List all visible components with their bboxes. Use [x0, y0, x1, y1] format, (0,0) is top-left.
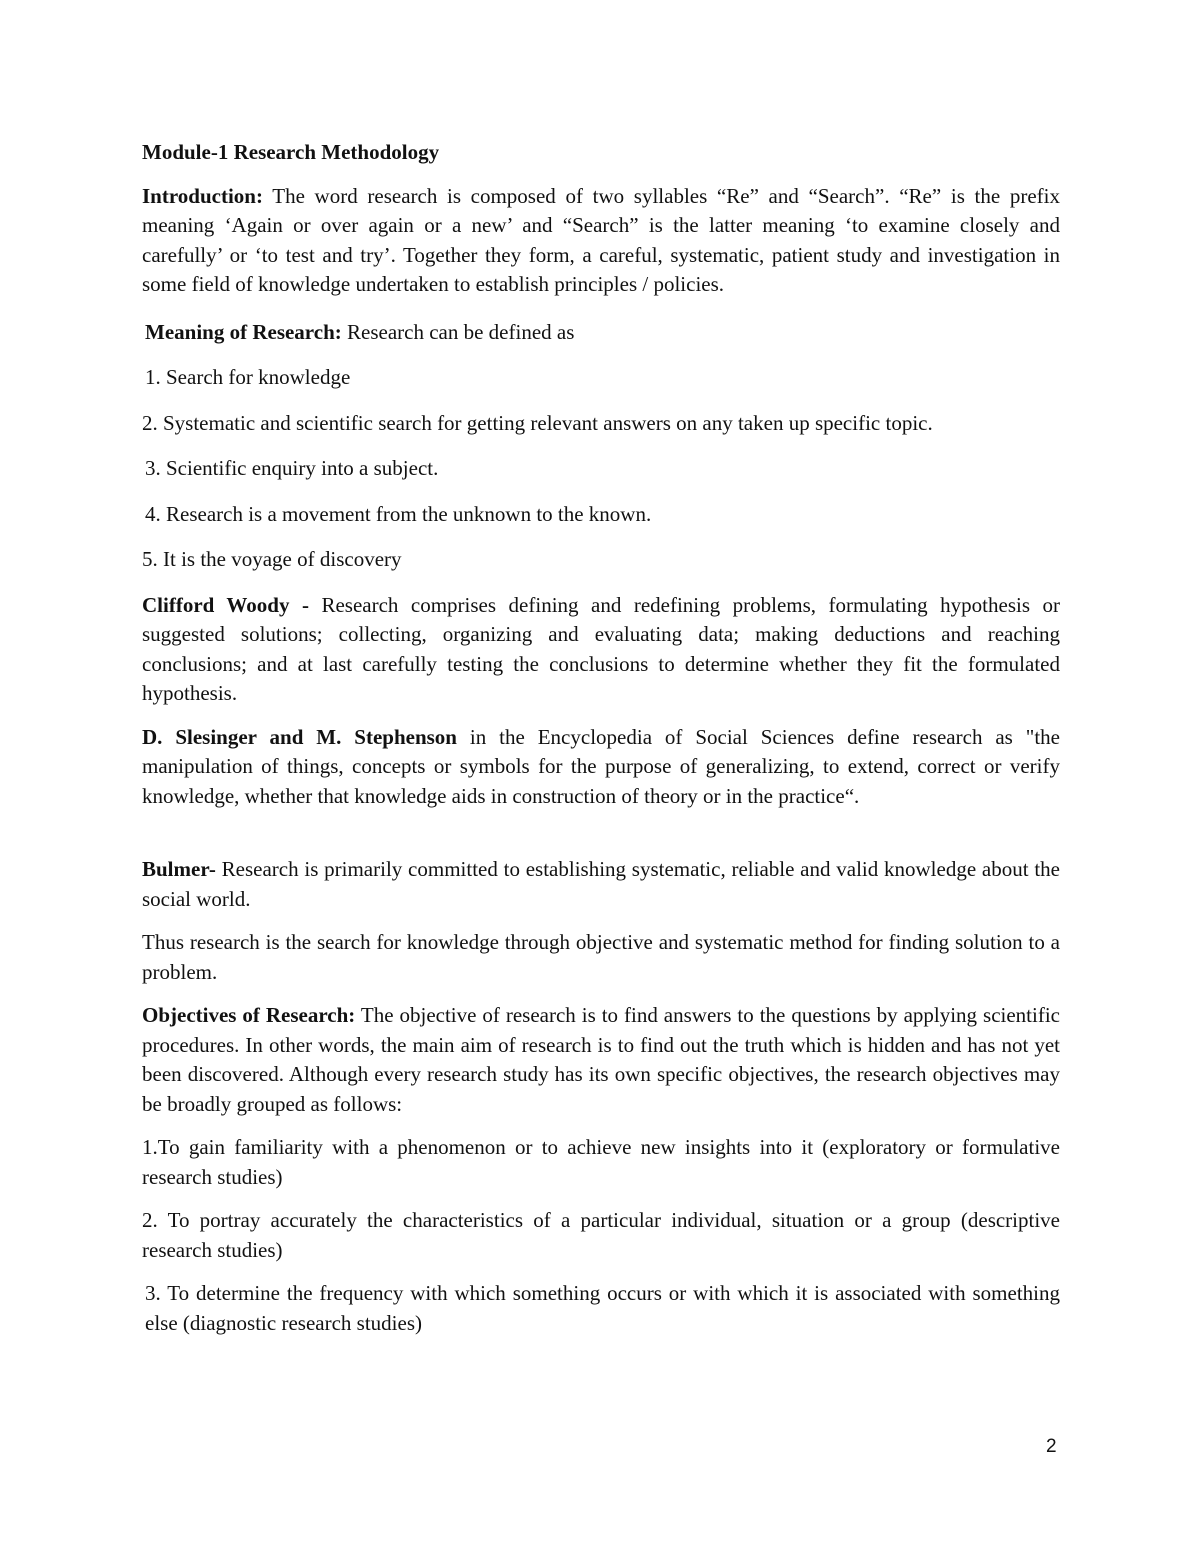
introduction-paragraph — [142, 182, 1060, 300]
page-number: 2 — [1046, 1436, 1057, 1457]
meaning-item-5: 5. It is the voyage of discovery — [142, 547, 402, 571]
clifford-woody-label: Clifford Woody - — [142, 592, 309, 617]
meaning-item-4: 4. Research is a movement from the unknown to the known. — [145, 501, 652, 526]
clifford-woody-text: Research comprises defining and redefining problems, formulating hypothesis or suggested solutions; collecting, organizing and evaluating data; making deductions and reaching conclusions; and at last carefully testing the conclusions to determine whether they fit the formulated hypothesis. — [142, 592, 1060, 705]
meaning-item-3: 3. Scientific enquiry into a subject. — [145, 456, 439, 480]
document-title: Module-1 Research Methodology — [142, 140, 440, 164]
introduction-label: Introduction: — [142, 183, 263, 208]
meaning-item-1: 1. Search for knowledge — [145, 365, 351, 389]
introduction-text: The word research is composed of two syllables “Re” and “Search”. “Re” is the prefix meaning ‘Again or over again or a new’ and “Search” is the latter meaning ‘to examine closely and carefully’ or ‘to test and try’. Together they form, a careful, systematic, patient study and investigation in some field of knowledge undertaken to establish principles / policies. — [142, 183, 1060, 296]
bulmer-text: Research is primarily committed to establishing systematic, reliable and valid knowledge about the social world. — [142, 857, 1060, 911]
meaning-text: Research can be defined as — [341, 319, 575, 344]
slesinger-stephenson-text: in the Encyclopedia of Social Sciences define research as "the manipulation of things, concepts or symbols for the purpose of generalizing, to extend, correct or verify knowledge, whether that knowledge aids in construction of theory or in the practice“. — [142, 724, 1060, 808]
thus-paragraph: Thus research is the search for knowledge through objective and systematic method for finding solution to a problem. — [142, 930, 1060, 984]
slesinger-stephenson-paragraph — [142, 723, 1060, 812]
bulmer-label: Bulmer- — [142, 857, 216, 881]
clifford-woody-paragraph — [142, 591, 1060, 709]
bulmer-paragraph — [142, 855, 1060, 914]
document-page — [142, 138, 1060, 1352]
slesinger-stephenson-label: D. Slesinger and M. Stephenson — [142, 724, 457, 749]
objectives-text: The objective of research is to find answers to the questions by applying scientific procedures. In other words, the main aim of research is to find out the truth which is hidden and has not yet been discovered. Although every research study has its own specific objectives, the research objectives may be broadly grouped as follows: — [142, 1003, 1060, 1116]
objectives-label: Objectives of Research: — [142, 1003, 356, 1027]
meaning-label: Meaning of Research: — [145, 319, 342, 344]
objective-item-1: 1.To gain familiarity with a phenomenon or to achieve new insights into it (exploratory or formulative research studies) — [142, 1135, 1060, 1189]
objectives-paragraph — [142, 1001, 1060, 1119]
objective-item-3: 3. To determine the frequency with which something occurs or with which it is associated with something else (diagnostic research studies) — [145, 1281, 1060, 1335]
meaning-paragraph — [142, 318, 1060, 348]
meaning-item-2: 2. Systematic and scientific search for getting relevant answers on any taken up specific topic. — [142, 410, 933, 435]
objective-item-2: 2. To portray accurately the characteristics of a particular individual, situation or a group (descriptive research studies) — [142, 1208, 1060, 1262]
